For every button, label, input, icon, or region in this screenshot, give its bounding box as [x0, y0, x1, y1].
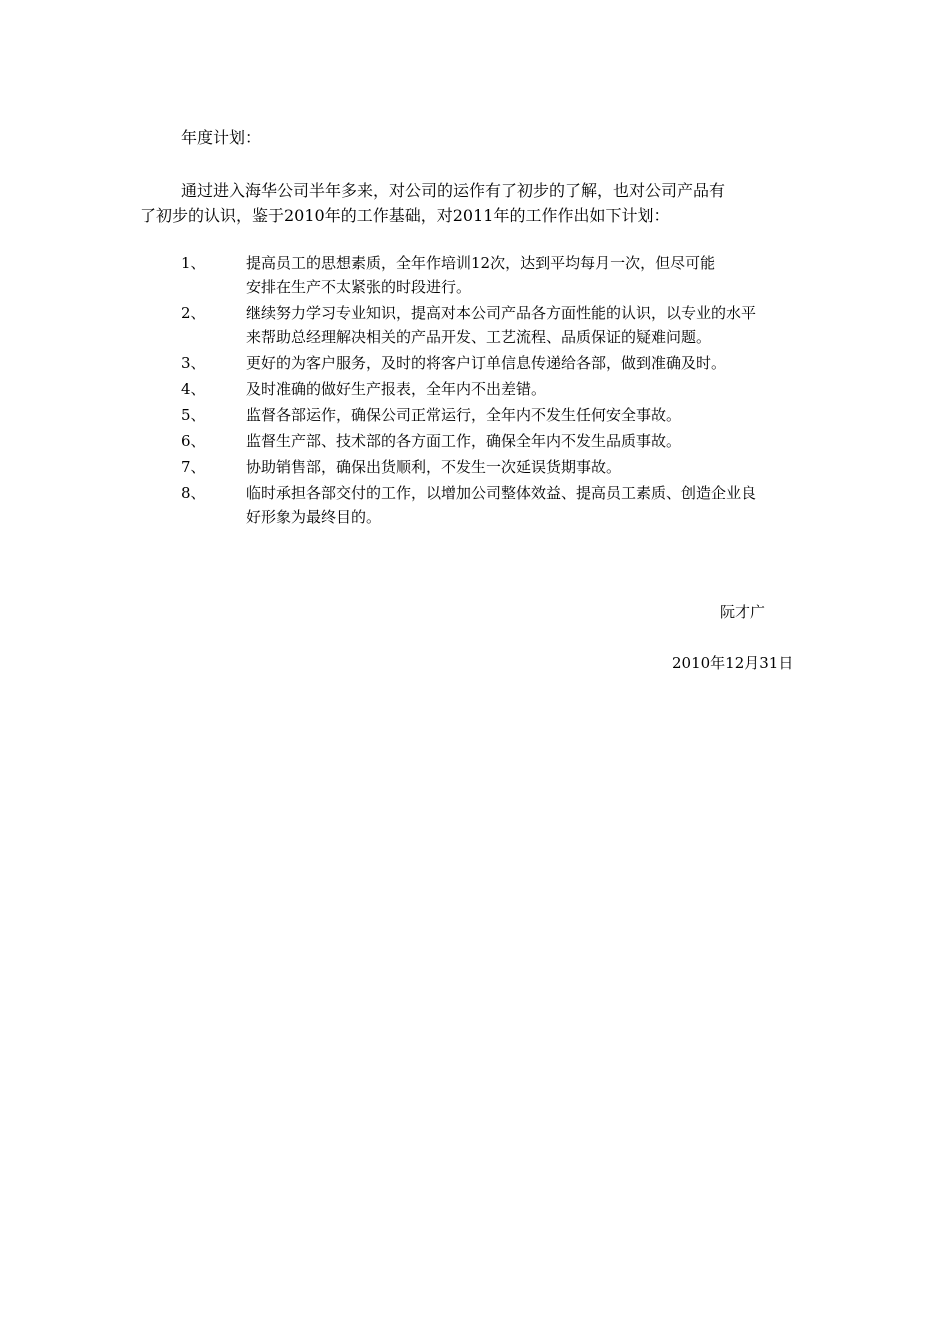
- plan-item-line: 监督各部运作，确保公司正常运行，全年内不发生任何安全事故。: [246, 406, 682, 424]
- plan-item-text: [246, 377, 808, 401]
- plan-item-number: 2、: [181, 304, 206, 322]
- plan-item-number: 5、: [181, 406, 206, 424]
- signature-name: 阮才广: [720, 603, 766, 621]
- intro-paragraph: [140, 178, 810, 228]
- plan-item-1: [181, 251, 821, 299]
- plan-item-8: [181, 481, 821, 529]
- plan-item-text: [246, 455, 808, 479]
- plan-item-4: [181, 377, 821, 401]
- plan-item-2: [181, 301, 821, 349]
- plan-item-text: [246, 403, 808, 427]
- document-heading: 年度计划：: [181, 128, 262, 147]
- plan-item-number: 3、: [181, 354, 206, 372]
- plan-item-line: 安排在生产不太紧张的时段进行。: [246, 278, 472, 296]
- plan-item-line: 监督生产部、技术部的各方面工作，确保全年内不发生品质事故。: [246, 432, 682, 450]
- plan-list: [181, 251, 821, 531]
- plan-item-line: 协助销售部，确保出货顺利，不发生一次延误货期事故。: [246, 458, 622, 476]
- plan-item-line: 来帮助总经理解决相关的产品开发、工艺流程、品质保证的疑难问题。: [246, 328, 712, 346]
- document-date: 2010年12月31日: [672, 654, 794, 672]
- plan-item-number: 8、: [181, 484, 206, 502]
- plan-item-text: [246, 251, 808, 299]
- intro-line-2: 了初步的认识，鉴于2010年的工作基础，对2011年的工作作出如下计划：: [140, 206, 670, 225]
- plan-item-text: [246, 351, 808, 375]
- plan-item-6: [181, 429, 821, 453]
- plan-item-text: [246, 481, 808, 529]
- plan-item-text: [246, 301, 808, 349]
- plan-item-line: 提高员工的思想素质，全年作培训12次，达到平均每月一次，但尽可能: [246, 254, 716, 272]
- plan-item-line: 继续努力学习专业知识，提高对本公司产品各方面性能的认识，以专业的水平: [246, 304, 757, 322]
- plan-item-line: 临时承担各部交付的工作，以增加公司整体效益、提高员工素质、创造企业良: [246, 484, 757, 502]
- plan-item-line: 更好的为客户服务，及时的将客户订单信息传递给各部，做到准确及时。: [246, 354, 727, 372]
- plan-item-number: 6、: [181, 432, 206, 450]
- plan-item-text: [246, 429, 808, 453]
- plan-item-number: 4、: [181, 380, 206, 398]
- plan-item-5: [181, 403, 821, 427]
- plan-item-number: 7、: [181, 458, 206, 476]
- plan-item-line: 及时准确的做好生产报表，全年内不出差错。: [246, 380, 547, 398]
- plan-item-7: [181, 455, 821, 479]
- plan-item-3: [181, 351, 821, 375]
- plan-item-number: 1、: [181, 254, 206, 272]
- plan-item-line: 好形象为最终目的。: [246, 508, 382, 526]
- intro-line-1: 通过进入海华公司半年多来，对公司的运作有了初步的了解，也对公司产品有: [181, 181, 726, 200]
